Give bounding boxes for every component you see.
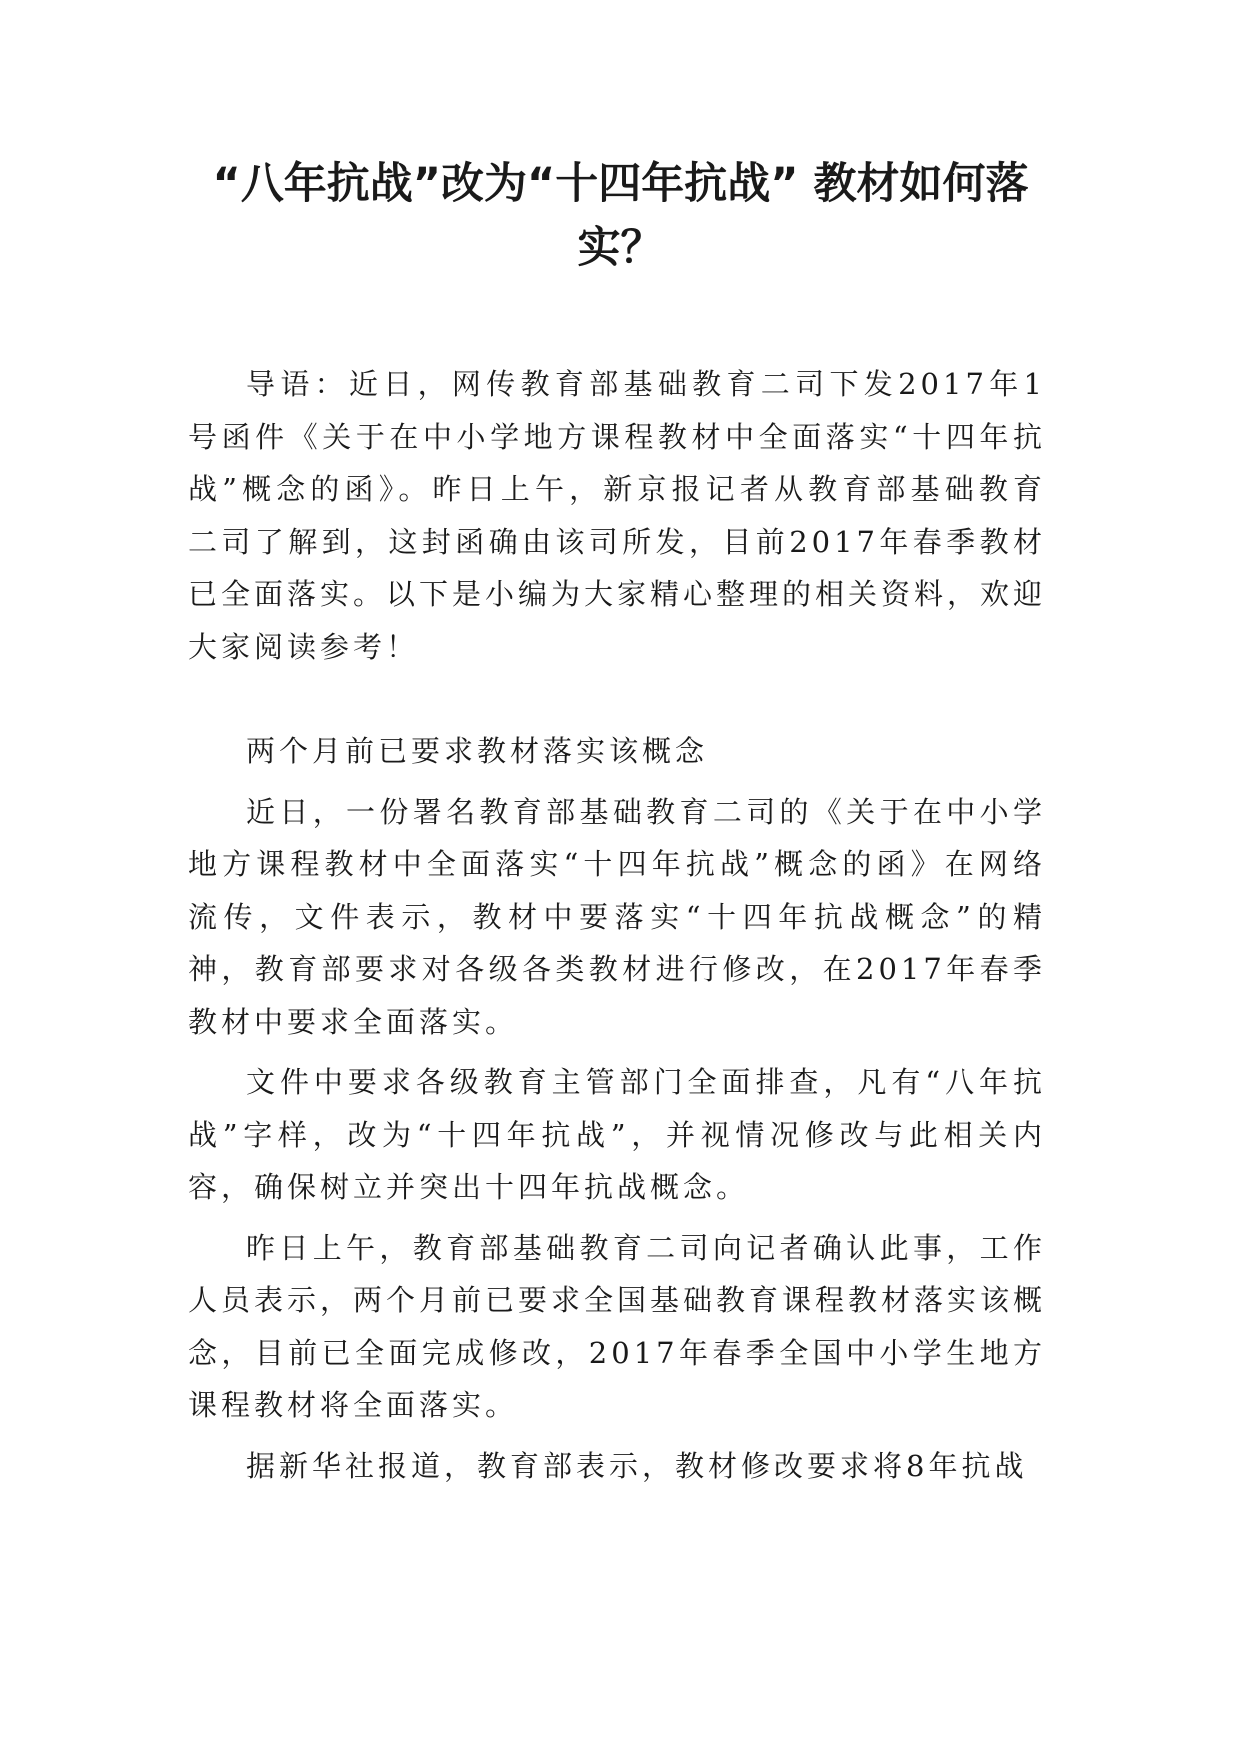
section-heading: 两个月前已要求教材落实该概念 (246, 734, 709, 768)
body-paragraph: 近日，一份署名教育部基础教育二司的《关于在中小学地方课程教材中全面落实“十四年抗战”概念的函》在网络流传，文件表示，教材中要落实“十四年抗战概念”的精神，教育部要求对各级各类教材进行修改，在2017年春季教材中要求全面落实。 (188, 794, 1046, 1039)
intro-paragraph: 导语：近日，网传教育部基础教育二司下发2017年1号函件《关于在中小学地方课程教材中全面落实“十四年抗战”概念的函》。昨日上午，新京报记者从教育部基础教育二司了解到，这封函确由该司所发，目前2017年春季教材已全面落实。以下是小编为大家精心整理的相关资料，欢迎大家阅读参考！ (188, 367, 1047, 664)
body-paragraph: 文件中要求各级教育主管部门全面排查，凡有“八年抗战”字样，改为“十四年抗战”，并视情况修改与此相关内容，确保树立并突出十四年抗战概念。 (188, 1065, 1046, 1204)
body-paragraph: 据新华社报道，教育部表示，教材修改要求将8年抗战 (246, 1448, 1028, 1483)
document-body (188, 358, 1046, 1500)
body-paragraph: 昨日上午，教育部基础教育二司向记者确认此事，工作人员表示，两个月前已要求全国基础教育课程教材落实该概念，目前已全面完成修改，2017年春季全国中小学生地方课程教材将全面落实。 (188, 1230, 1047, 1422)
document-title: “八年抗战”改为“十四年抗战” 教材如何落实？ (212, 159, 1029, 273)
